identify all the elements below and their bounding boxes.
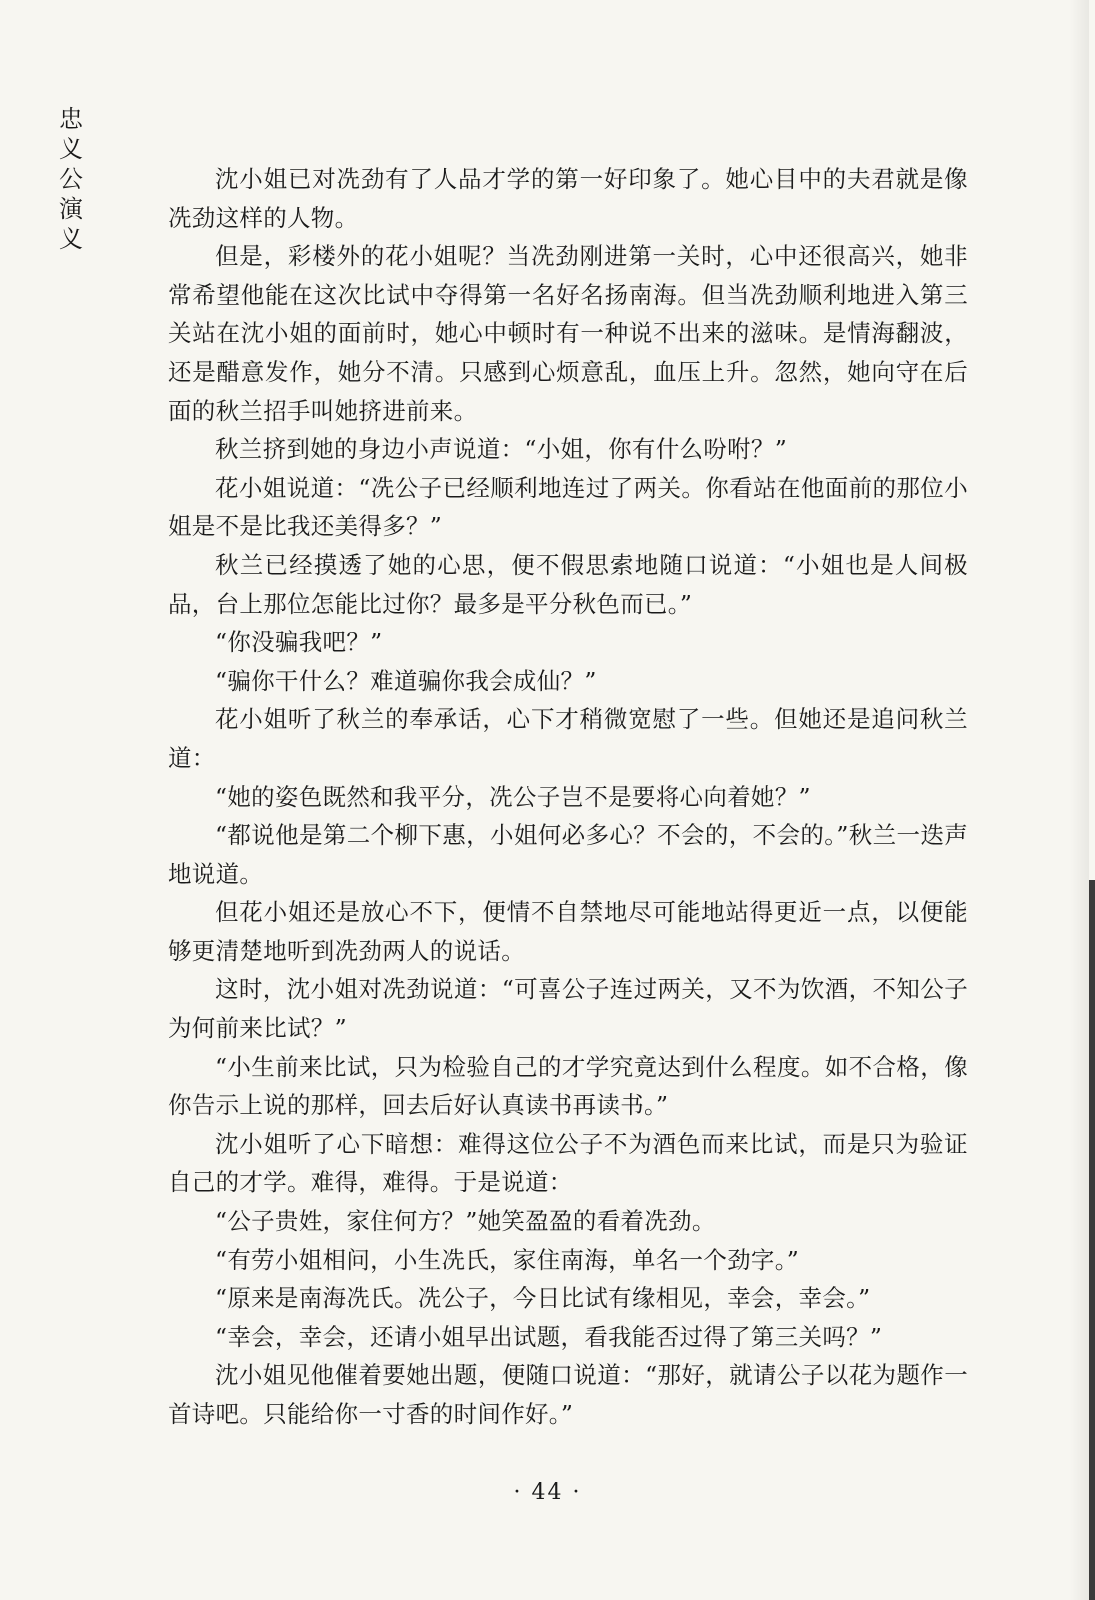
paragraph: “她的姿色既然和我平分，冼公子岂不是要将心向着她？” xyxy=(215,782,811,811)
page-number: · 44 · xyxy=(513,1480,582,1505)
paragraph: “都说他是第二个柳下惠，小姐何必多心？不会的，不会的。”秋兰一迭声地说道。 xyxy=(168,821,968,888)
paragraph: 但是，彩楼外的花小姐呢？当冼劲刚进第一关时，心中还很高兴，她非常希望他能在这次比试中夺得第一名好名扬南海。但当冼劲顺利地进入第三关站在沈小姐的面前时，她心中顿时有一种说不出来的滋味。是情海翻波，还是醋意发作，她分不清。只感到心烦意乱，血压上升。忽然，她向守在后面的秋兰招手叫她挤进前来。 xyxy=(168,242,968,425)
paragraph: “小生前来比试，只为检验自己的才学究竟达到什么程度。如不合格，像你告示上说的那样，回去后好认真读书再读书。” xyxy=(168,1052,968,1120)
paragraph: “骗你干什么？难道骗你我会成仙？” xyxy=(215,666,597,695)
scan-shading xyxy=(1069,0,1089,1600)
paragraph: 秋兰挤到她的身边小声说道：“小姐，你有什么吩咐？” xyxy=(215,435,788,464)
paragraph: 这时，沈小姐对冼劲说道：“可喜公子连过两关，又不为饮酒，不知公子为何前来比试？” xyxy=(168,975,968,1043)
paragraph: 沈小姐已对冼劲有了人品才学的第一好印象了。她心目中的夫君就是像冼劲这样的人物。 xyxy=(168,165,968,232)
binding-edge xyxy=(1089,880,1095,1600)
paragraph: 花小姐说道：“冼公子已经顺利地连过了两关。你看站在他面前的那位小姐是不是比我还美得多？” xyxy=(168,473,968,541)
paragraph: “幸会，幸会，还请小姐早出试题，看我能否过得了第三关吗？” xyxy=(215,1322,883,1351)
paragraph: “公子贵姓，家住何方？”她笑盈盈的看着冼劲。 xyxy=(215,1207,716,1236)
body-text xyxy=(168,160,968,1434)
running-head-char: 义 xyxy=(59,135,83,163)
paragraph: 沈小姐见他催着要她出题，便随口说道：“那好，就请公子以花为题作一首诗吧。只能给你一寸香的时间作好。” xyxy=(168,1361,968,1428)
paragraph: “有劳小姐相问，小生冼氏，家住南海，单名一个劲字。” xyxy=(215,1245,800,1274)
paragraph: 沈小姐听了心下暗想：难得这位公子不为酒色而来比试，而是只为验证自己的才学。难得，难得。于是说道： xyxy=(168,1129,968,1197)
running-head-char: 公 xyxy=(59,165,83,193)
paragraph: 秋兰已经摸透了她的心思，便不假思索地随口说道：“小姐也是人间极品，台上那位怎能比过你？最多是平分秋色而已。” xyxy=(168,550,968,618)
running-head xyxy=(56,104,86,254)
paragraph: 花小姐听了秋兰的奉承话，心下才稍微宽慰了一些。但她还是追问秋兰道： xyxy=(168,705,968,772)
paragraph: “你没骗我吧？” xyxy=(215,628,383,657)
running-head-char: 义 xyxy=(59,225,83,253)
paragraph: “原来是南海冼氏。冼公子，今日比试有缘相见，幸会，幸会。” xyxy=(215,1284,871,1313)
paragraph: 但花小姐还是放心不下，便情不自禁地尽可能地站得更近一点，以便能够更清楚地听到冼劲两人的说话。 xyxy=(168,898,968,965)
running-head-char: 演 xyxy=(59,195,83,223)
running-head-char: 忠 xyxy=(59,105,83,133)
